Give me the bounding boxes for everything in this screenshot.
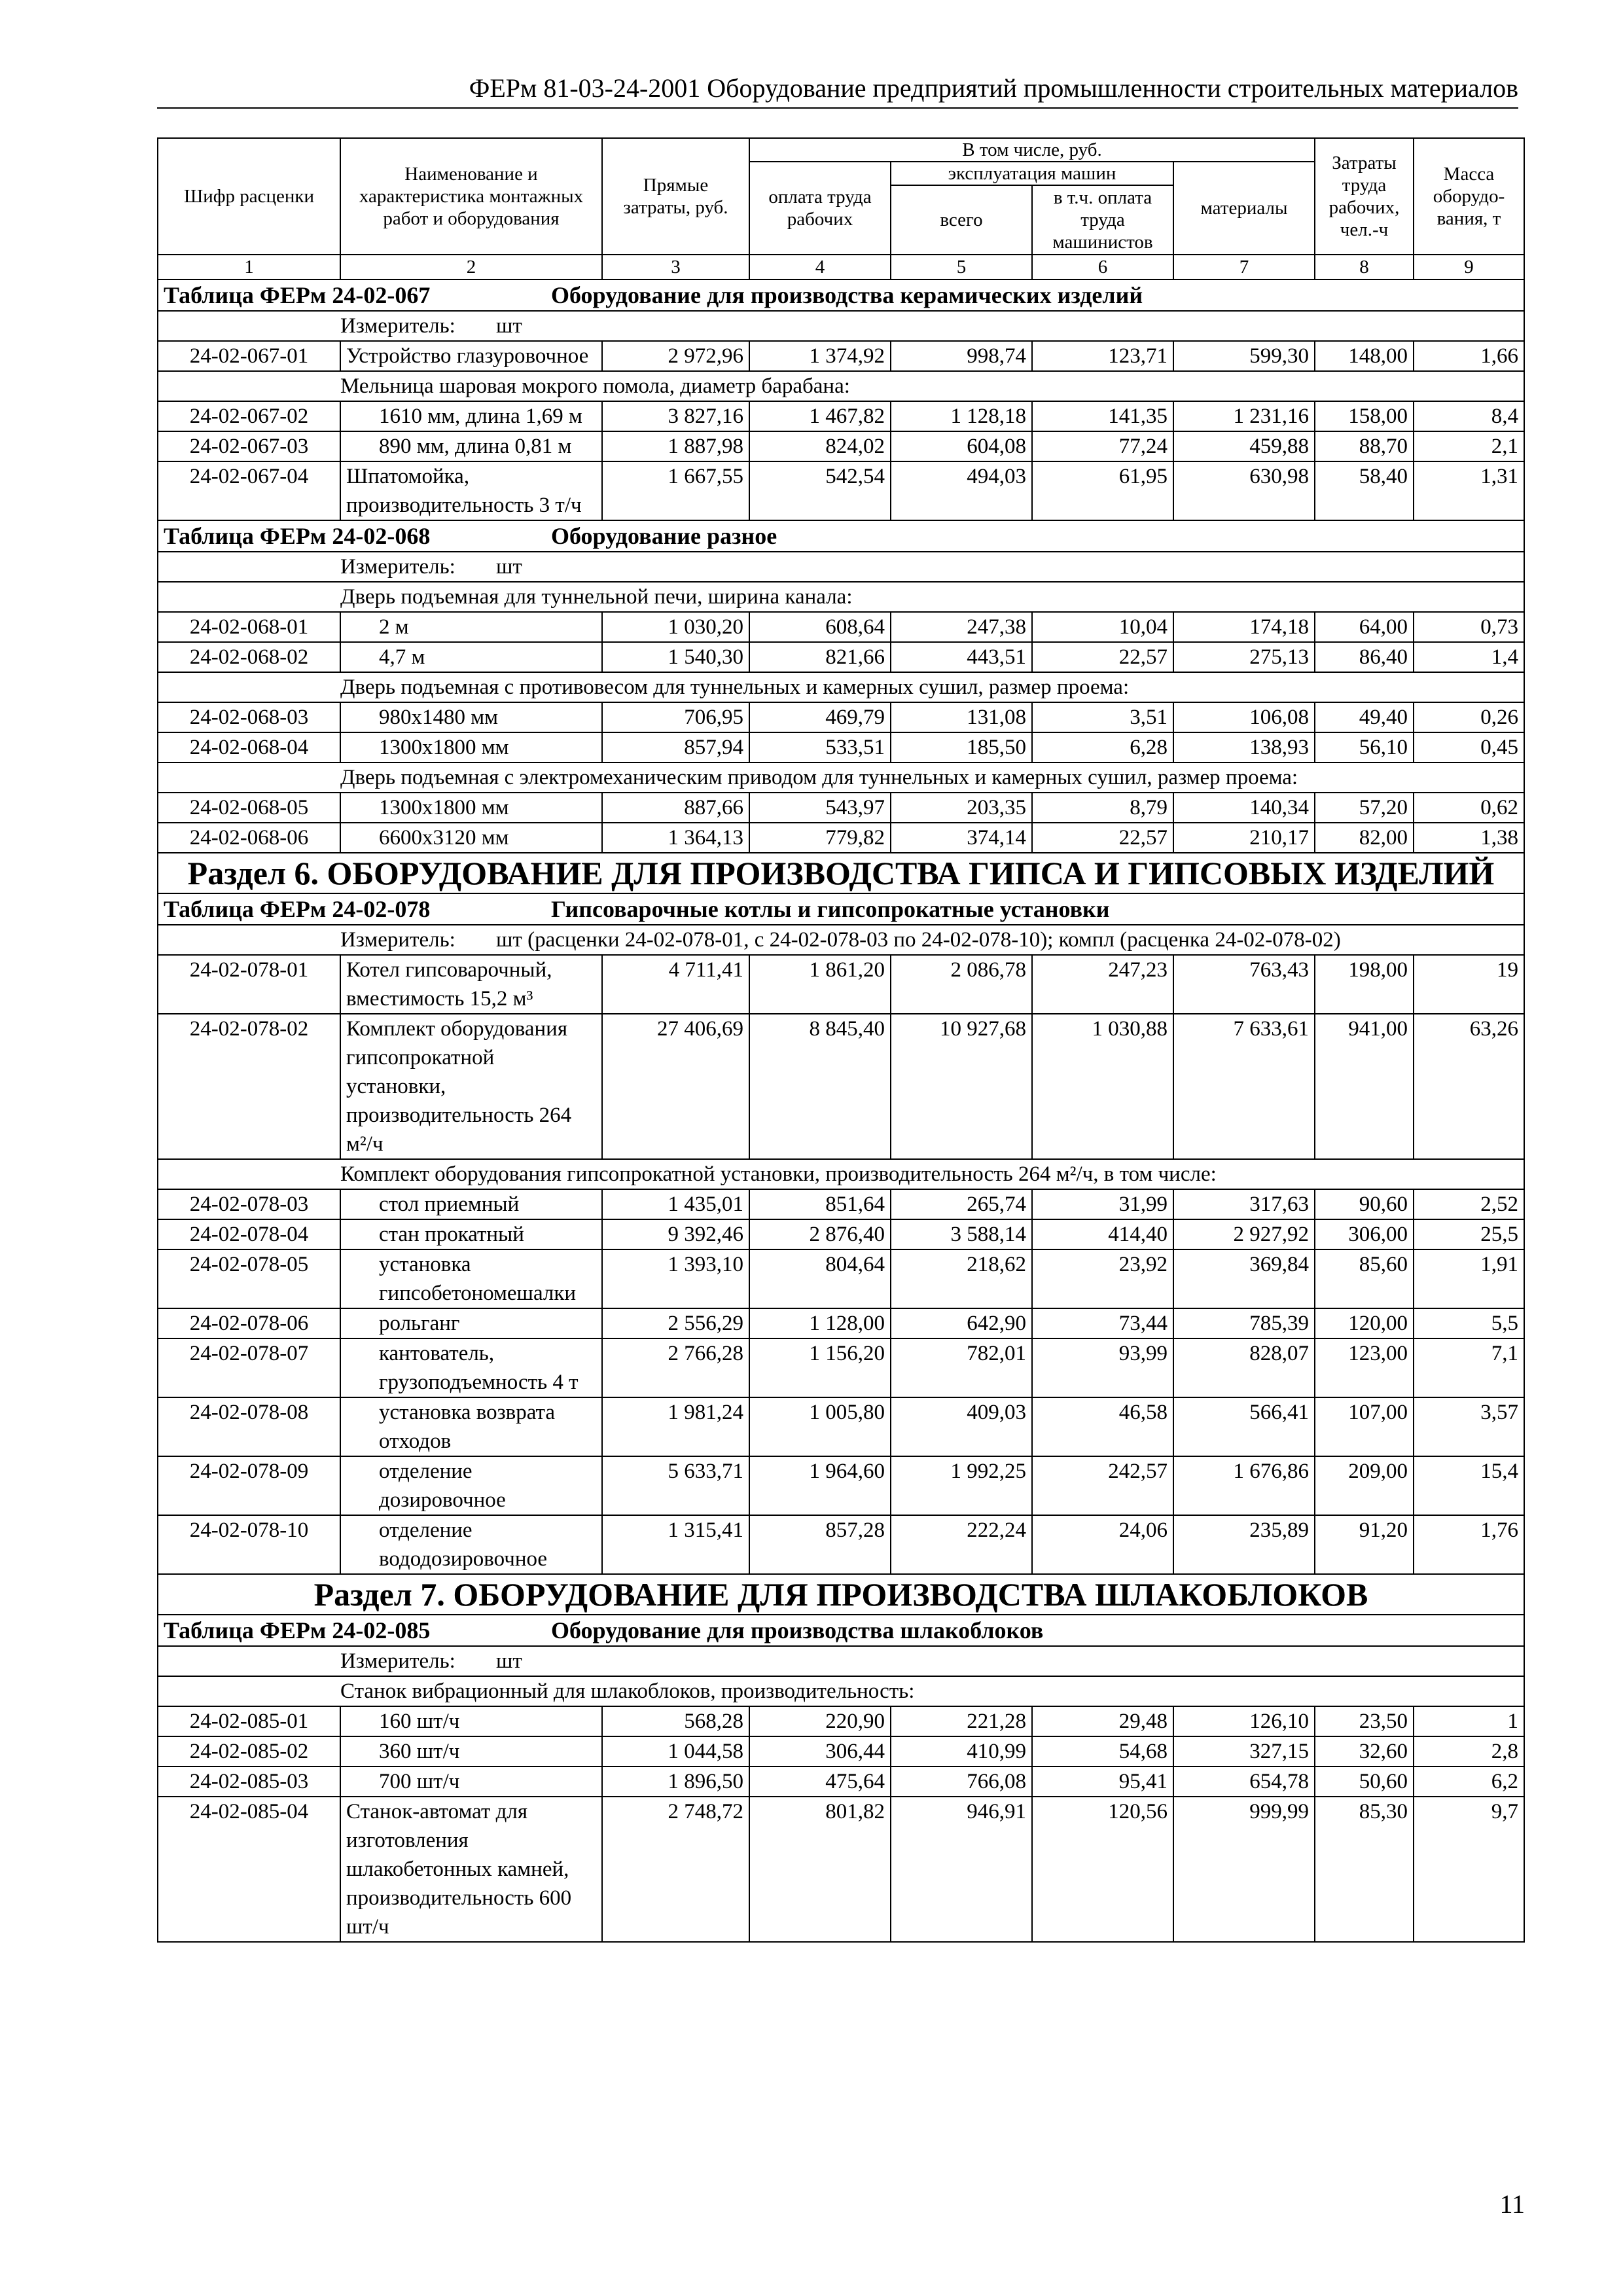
- direct-cost-cell: 1 435,01: [602, 1189, 749, 1219]
- direct-cost-cell: 706,95: [602, 702, 749, 732]
- labor-cell: 148,00: [1315, 341, 1414, 371]
- price-table: [157, 137, 1525, 1943]
- table-row: [158, 401, 1524, 431]
- table-row: [158, 642, 1524, 672]
- direct-cost-cell: 1 030,20: [602, 612, 749, 642]
- wages-cell: 1 861,20: [749, 955, 891, 1014]
- unit-row: [158, 311, 1524, 341]
- labor-cell: 123,00: [1315, 1338, 1414, 1397]
- table-row: [158, 793, 1524, 823]
- wages-cell: 469,79: [749, 702, 891, 732]
- table-title-row: [158, 279, 1524, 311]
- name-cell: 6600x3120 мм: [340, 823, 602, 853]
- code-cell: 24-02-085-04: [158, 1797, 340, 1942]
- wages-cell: 8 845,40: [749, 1014, 891, 1159]
- code-cell: 24-02-068-01: [158, 612, 340, 642]
- group-heading: Комплект оборудования гипсопрокатной установки, производительность 264 м²/ч, в том числе:: [158, 1159, 1524, 1189]
- table-code: Таблица ФЕРм 24-02-067: [164, 282, 431, 308]
- mass-cell: 1,38: [1414, 823, 1524, 853]
- direct-cost-cell: 2 972,96: [602, 341, 749, 371]
- operators-cell: 54,68: [1032, 1736, 1173, 1767]
- table-title-row: [158, 520, 1524, 552]
- materials-cell: 7 633,61: [1173, 1014, 1315, 1159]
- direct-cost-cell: 5 633,71: [602, 1456, 749, 1515]
- mass-cell: 2,1: [1414, 431, 1524, 461]
- direct-cost-cell: 887,66: [602, 793, 749, 823]
- materials-cell: 235,89: [1173, 1515, 1315, 1574]
- table-row: [158, 702, 1524, 732]
- operators-cell: 23,92: [1032, 1249, 1173, 1308]
- code-cell: 24-02-078-09: [158, 1456, 340, 1515]
- machines-cell: 1 128,18: [891, 401, 1032, 431]
- labor-cell: 209,00: [1315, 1456, 1414, 1515]
- wages-cell: 851,64: [749, 1189, 891, 1219]
- col-direct-header: Прямые затраты, руб.: [602, 138, 749, 255]
- col-code-header: Шифр расценки: [158, 138, 340, 255]
- operators-cell: 22,57: [1032, 823, 1173, 853]
- wages-cell: 1 374,92: [749, 341, 891, 371]
- code-cell: 24-02-068-03: [158, 702, 340, 732]
- table-row: [158, 1706, 1524, 1736]
- materials-cell: 630,98: [1173, 461, 1315, 520]
- labor-cell: 64,00: [1315, 612, 1414, 642]
- operators-cell: 46,58: [1032, 1397, 1173, 1456]
- machines-cell: 782,01: [891, 1338, 1032, 1397]
- code-cell: 24-02-085-03: [158, 1767, 340, 1797]
- labor-cell: 50,60: [1315, 1767, 1414, 1797]
- direct-cost-cell: 1 887,98: [602, 431, 749, 461]
- operators-cell: 22,57: [1032, 642, 1173, 672]
- wages-cell: 475,64: [749, 1767, 891, 1797]
- operators-cell: 61,95: [1032, 461, 1173, 520]
- table-title: Оборудование разное: [551, 523, 777, 549]
- table-row: [158, 955, 1524, 1014]
- wages-cell: 857,28: [749, 1515, 891, 1574]
- table-row: [158, 612, 1524, 642]
- name-cell: 1300x1800 мм: [340, 793, 602, 823]
- name-cell: отделение дозировочное: [340, 1456, 602, 1515]
- section-heading: Раздел 6. ОБОРУДОВАНИЕ ДЛЯ ПРОИЗВОДСТВА ГИПСА И ГИПСОВЫХ ИЗДЕЛИЙ: [158, 853, 1524, 893]
- group-heading-row: [158, 1676, 1524, 1706]
- name-cell: 700 шт/ч: [340, 1767, 602, 1797]
- wages-cell: 824,02: [749, 431, 891, 461]
- wages-cell: 542,54: [749, 461, 891, 520]
- direct-cost-cell: 1 315,41: [602, 1515, 749, 1574]
- col-labor-header: Затраты труда рабочих, чел.-ч: [1315, 138, 1414, 255]
- wages-cell: 2 876,40: [749, 1219, 891, 1249]
- materials-cell: 106,08: [1173, 702, 1315, 732]
- materials-cell: 2 927,92: [1173, 1219, 1315, 1249]
- mass-cell: 1,31: [1414, 461, 1524, 520]
- direct-cost-cell: 857,94: [602, 732, 749, 762]
- name-cell: 1610 мм, длина 1,69 м: [340, 401, 602, 431]
- col-incl-header: В том числе, руб.: [749, 138, 1315, 162]
- wages-cell: 821,66: [749, 642, 891, 672]
- wages-cell: 1 156,20: [749, 1338, 891, 1397]
- col-materials-header: материалы: [1173, 162, 1315, 255]
- group-heading: Станок вибрационный для шлакоблоков, производительность:: [158, 1676, 1524, 1706]
- column-numbers-row: 1 2 3 4 5 6 7 8 9: [158, 255, 1524, 279]
- mass-cell: 7,1: [1414, 1338, 1524, 1397]
- direct-cost-cell: 2 766,28: [602, 1338, 749, 1397]
- col-machines-header: эксплуатация машин: [891, 162, 1173, 185]
- machines-cell: 410,99: [891, 1736, 1032, 1767]
- code-cell: 24-02-067-01: [158, 341, 340, 371]
- table-title-row: [158, 893, 1524, 925]
- col-mass-header: Масса оборудо-вания, т: [1414, 138, 1524, 255]
- materials-cell: 566,41: [1173, 1397, 1315, 1456]
- machines-cell: 2 086,78: [891, 955, 1032, 1014]
- name-cell: 1300x1800 мм: [340, 732, 602, 762]
- direct-cost-cell: 2 748,72: [602, 1797, 749, 1942]
- operators-cell: 10,04: [1032, 612, 1173, 642]
- unit-value: шт: [496, 314, 522, 338]
- table-row: [158, 341, 1524, 371]
- machines-cell: 131,08: [891, 702, 1032, 732]
- mass-cell: 3,57: [1414, 1397, 1524, 1456]
- machines-cell: 1 992,25: [891, 1456, 1032, 1515]
- labor-cell: 86,40: [1315, 642, 1414, 672]
- materials-cell: 654,78: [1173, 1767, 1315, 1797]
- table-row: [158, 1456, 1524, 1515]
- group-heading: Дверь подъемная для туннельной печи, ширина канала:: [158, 582, 1524, 612]
- materials-cell: 785,39: [1173, 1308, 1315, 1338]
- name-cell: отделение вододозировочное: [340, 1515, 602, 1574]
- machines-cell: 203,35: [891, 793, 1032, 823]
- labor-cell: 32,60: [1315, 1736, 1414, 1767]
- operators-cell: 73,44: [1032, 1308, 1173, 1338]
- operators-cell: 6,28: [1032, 732, 1173, 762]
- code-cell: 24-02-078-05: [158, 1249, 340, 1308]
- table-title: Гипсоварочные котлы и гипсопрокатные установки: [551, 896, 1110, 922]
- operators-cell: 123,71: [1032, 341, 1173, 371]
- operators-cell: 141,35: [1032, 401, 1173, 431]
- direct-cost-cell: 2 556,29: [602, 1308, 749, 1338]
- machines-cell: 998,74: [891, 341, 1032, 371]
- page-header: ФЕРм 81-03-24-2001 Оборудование предприятий промышленности строительных материалов: [157, 73, 1518, 109]
- direct-cost-cell: 1 981,24: [602, 1397, 749, 1456]
- machines-cell: 185,50: [891, 732, 1032, 762]
- code-cell: 24-02-068-04: [158, 732, 340, 762]
- machines-cell: 604,08: [891, 431, 1032, 461]
- operators-cell: 8,79: [1032, 793, 1173, 823]
- materials-cell: 275,13: [1173, 642, 1315, 672]
- table-row: [158, 1515, 1524, 1574]
- operators-cell: 1 030,88: [1032, 1014, 1173, 1159]
- wages-cell: 801,82: [749, 1797, 891, 1942]
- section-heading-row: [158, 853, 1524, 893]
- labor-cell: 49,40: [1315, 702, 1414, 732]
- operators-cell: 247,23: [1032, 955, 1173, 1014]
- name-cell: стан прокатный: [340, 1219, 602, 1249]
- labor-cell: 120,00: [1315, 1308, 1414, 1338]
- group-heading-row: [158, 762, 1524, 793]
- name-cell: 2 м: [340, 612, 602, 642]
- group-heading-row: [158, 582, 1524, 612]
- unit-value: шт (расценки 24-02-078-01, с 24-02-078-03 по 24-02-078-10); компл (расценка 24-02-078-02): [496, 928, 1341, 952]
- mass-cell: 1,76: [1414, 1515, 1524, 1574]
- name-cell: установка возврата отходов: [340, 1397, 602, 1456]
- machines-cell: 642,90: [891, 1308, 1032, 1338]
- machines-cell: 374,14: [891, 823, 1032, 853]
- code-cell: 24-02-078-03: [158, 1189, 340, 1219]
- labor-cell: 23,50: [1315, 1706, 1414, 1736]
- mass-cell: 19: [1414, 955, 1524, 1014]
- code-cell: 24-02-078-10: [158, 1515, 340, 1574]
- unit-row: [158, 552, 1524, 582]
- mass-cell: 0,73: [1414, 612, 1524, 642]
- name-cell: 890 мм, длина 0,81 м: [340, 431, 602, 461]
- table-row: [158, 823, 1524, 853]
- materials-cell: 126,10: [1173, 1706, 1315, 1736]
- materials-cell: 999,99: [1173, 1797, 1315, 1942]
- table-row: [158, 1338, 1524, 1397]
- table-row: [158, 1189, 1524, 1219]
- code-cell: 24-02-078-08: [158, 1397, 340, 1456]
- table-title: Оборудование для производства шлакоблоков: [551, 1617, 1044, 1643]
- page-number: 11: [1499, 2189, 1525, 2219]
- labor-cell: 91,20: [1315, 1515, 1414, 1574]
- labor-cell: 57,20: [1315, 793, 1414, 823]
- group-heading: Дверь подъемная с электромеханическим приводом для туннельных и камерных сушил, размер проема:: [158, 762, 1524, 793]
- labor-cell: 85,60: [1315, 1249, 1414, 1308]
- materials-cell: 174,18: [1173, 612, 1315, 642]
- machines-cell: 222,24: [891, 1515, 1032, 1574]
- direct-cost-cell: 568,28: [602, 1706, 749, 1736]
- col-total-header: всего: [891, 185, 1032, 255]
- operators-cell: 120,56: [1032, 1797, 1173, 1942]
- col-name-header: Наименование и характеристика монтажных работ и оборудования: [340, 138, 602, 255]
- wages-cell: 306,44: [749, 1736, 891, 1767]
- materials-cell: 140,34: [1173, 793, 1315, 823]
- machines-cell: 218,62: [891, 1249, 1032, 1308]
- labor-cell: 158,00: [1315, 401, 1414, 431]
- materials-cell: 138,93: [1173, 732, 1315, 762]
- table-title: Оборудование для производства керамических изделий: [551, 282, 1143, 308]
- group-heading: Мельница шаровая мокрого помола, диаметр барабана:: [158, 371, 1524, 401]
- wages-cell: 1 964,60: [749, 1456, 891, 1515]
- materials-cell: 327,15: [1173, 1736, 1315, 1767]
- labor-cell: 941,00: [1315, 1014, 1414, 1159]
- name-cell: 160 шт/ч: [340, 1706, 602, 1736]
- labor-cell: 56,10: [1315, 732, 1414, 762]
- name-cell: 4,7 м: [340, 642, 602, 672]
- name-cell: Комплект оборудования гипсопрокатной установки, производительность 264 м²/ч: [340, 1014, 602, 1159]
- operators-cell: 24,06: [1032, 1515, 1173, 1574]
- operators-cell: 77,24: [1032, 431, 1173, 461]
- mass-cell: 0,45: [1414, 732, 1524, 762]
- direct-cost-cell: 1 667,55: [602, 461, 749, 520]
- machines-cell: 409,03: [891, 1397, 1032, 1456]
- mass-cell: 2,52: [1414, 1189, 1524, 1219]
- operators-cell: 95,41: [1032, 1767, 1173, 1797]
- table-code: Таблица ФЕРм 24-02-078: [164, 896, 431, 922]
- mass-cell: 1,66: [1414, 341, 1524, 371]
- mass-cell: 9,7: [1414, 1797, 1524, 1942]
- labor-cell: 107,00: [1315, 1397, 1414, 1456]
- labor-cell: 198,00: [1315, 955, 1414, 1014]
- table-row: [158, 1014, 1524, 1159]
- mass-cell: 0,26: [1414, 702, 1524, 732]
- wages-cell: 779,82: [749, 823, 891, 853]
- name-cell: 360 шт/ч: [340, 1736, 602, 1767]
- table-row: [158, 1308, 1524, 1338]
- labor-cell: 90,60: [1315, 1189, 1414, 1219]
- mass-cell: 15,4: [1414, 1456, 1524, 1515]
- name-cell: Станок-автомат для изготовления шлакобетонных камней, производительность 600 шт/ч: [340, 1797, 602, 1942]
- code-cell: 24-02-068-06: [158, 823, 340, 853]
- materials-cell: 459,88: [1173, 431, 1315, 461]
- code-cell: 24-02-067-03: [158, 431, 340, 461]
- labor-cell: 82,00: [1315, 823, 1414, 853]
- unit-label: Измеритель:: [340, 314, 455, 338]
- name-cell: Шпатомойка, производительность 3 т/ч: [340, 461, 602, 520]
- machines-cell: 766,08: [891, 1767, 1032, 1797]
- mass-cell: 8,4: [1414, 401, 1524, 431]
- code-cell: 24-02-068-02: [158, 642, 340, 672]
- table-row: [158, 1249, 1524, 1308]
- group-heading-row: [158, 672, 1524, 702]
- code-cell: 24-02-067-02: [158, 401, 340, 431]
- machines-cell: 10 927,68: [891, 1014, 1032, 1159]
- table-row: [158, 1767, 1524, 1797]
- table-row: [158, 1397, 1524, 1456]
- wages-cell: 220,90: [749, 1706, 891, 1736]
- materials-cell: 369,84: [1173, 1249, 1315, 1308]
- direct-cost-cell: 1 364,13: [602, 823, 749, 853]
- col-wages-header: оплата труда рабочих: [749, 162, 891, 255]
- mass-cell: 0,62: [1414, 793, 1524, 823]
- wages-cell: 1 005,80: [749, 1397, 891, 1456]
- group-heading-row: [158, 371, 1524, 401]
- wages-cell: 1 467,82: [749, 401, 891, 431]
- operators-cell: 31,99: [1032, 1189, 1173, 1219]
- name-cell: Устройство глазуровочное: [340, 341, 602, 371]
- wages-cell: 804,64: [749, 1249, 891, 1308]
- machines-cell: 221,28: [891, 1706, 1032, 1736]
- name-cell: рольганг: [340, 1308, 602, 1338]
- labor-cell: 85,30: [1315, 1797, 1414, 1942]
- unit-row: [158, 925, 1524, 955]
- wages-cell: 533,51: [749, 732, 891, 762]
- code-cell: 24-02-068-05: [158, 793, 340, 823]
- operators-cell: 93,99: [1032, 1338, 1173, 1397]
- group-heading: Дверь подъемная с противовесом для туннельных и камерных сушил, размер проема:: [158, 672, 1524, 702]
- wages-cell: 543,97: [749, 793, 891, 823]
- materials-cell: 599,30: [1173, 341, 1315, 371]
- code-cell: 24-02-085-01: [158, 1706, 340, 1736]
- labor-cell: 88,70: [1315, 431, 1414, 461]
- code-cell: 24-02-078-06: [158, 1308, 340, 1338]
- machines-cell: 247,38: [891, 612, 1032, 642]
- name-cell: кантователь, грузоподъемность 4 т: [340, 1338, 602, 1397]
- materials-cell: 210,17: [1173, 823, 1315, 853]
- code-cell: 24-02-085-02: [158, 1736, 340, 1767]
- mass-cell: 5,5: [1414, 1308, 1524, 1338]
- table-row: [158, 1797, 1524, 1942]
- operators-cell: 29,48: [1032, 1706, 1173, 1736]
- mass-cell: 1: [1414, 1706, 1524, 1736]
- mass-cell: 2,8: [1414, 1736, 1524, 1767]
- code-cell: 24-02-078-02: [158, 1014, 340, 1159]
- table-title-row: [158, 1615, 1524, 1646]
- section-heading-row: [158, 1574, 1524, 1615]
- table-row: [158, 732, 1524, 762]
- machines-cell: 3 588,14: [891, 1219, 1032, 1249]
- wages-cell: 608,64: [749, 612, 891, 642]
- direct-cost-cell: 3 827,16: [602, 401, 749, 431]
- direct-cost-cell: 4 711,41: [602, 955, 749, 1014]
- table-row: [158, 431, 1524, 461]
- direct-cost-cell: 1 896,50: [602, 1767, 749, 1797]
- mass-cell: 63,26: [1414, 1014, 1524, 1159]
- unit-value: шт: [496, 1649, 522, 1673]
- wages-cell: 1 128,00: [749, 1308, 891, 1338]
- mass-cell: 1,4: [1414, 642, 1524, 672]
- labor-cell: 58,40: [1315, 461, 1414, 520]
- materials-cell: 1 676,86: [1173, 1456, 1315, 1515]
- table-code: Таблица ФЕРм 24-02-085: [164, 1617, 431, 1643]
- code-cell: 24-02-078-04: [158, 1219, 340, 1249]
- unit-value: шт: [496, 555, 522, 579]
- unit-label: Измеритель:: [340, 555, 455, 579]
- direct-cost-cell: 1 044,58: [602, 1736, 749, 1767]
- unit-label: Измеритель:: [340, 928, 455, 952]
- machines-cell: 946,91: [891, 1797, 1032, 1942]
- materials-cell: 1 231,16: [1173, 401, 1315, 431]
- mass-cell: 1,91: [1414, 1249, 1524, 1308]
- direct-cost-cell: 27 406,69: [602, 1014, 749, 1159]
- materials-cell: 828,07: [1173, 1338, 1315, 1397]
- table-body: [158, 279, 1524, 1942]
- table-row: [158, 461, 1524, 520]
- machines-cell: 443,51: [891, 642, 1032, 672]
- mass-cell: 6,2: [1414, 1767, 1524, 1797]
- table-row: [158, 1219, 1524, 1249]
- code-cell: 24-02-078-07: [158, 1338, 340, 1397]
- operators-cell: 3,51: [1032, 702, 1173, 732]
- direct-cost-cell: 1 540,30: [602, 642, 749, 672]
- table-row: [158, 1736, 1524, 1767]
- section-heading: Раздел 7. ОБОРУДОВАНИЕ ДЛЯ ПРОИЗВОДСТВА ШЛАКОБЛОКОВ: [158, 1574, 1524, 1615]
- name-cell: 980x1480 мм: [340, 702, 602, 732]
- materials-cell: 763,43: [1173, 955, 1315, 1014]
- name-cell: Котел гипсоварочный, вместимость 15,2 м³: [340, 955, 602, 1014]
- labor-cell: 306,00: [1315, 1219, 1414, 1249]
- name-cell: установка гипсобетономешалки: [340, 1249, 602, 1308]
- unit-row: [158, 1646, 1524, 1676]
- machines-cell: 494,03: [891, 461, 1032, 520]
- mass-cell: 25,5: [1414, 1219, 1524, 1249]
- materials-cell: 317,63: [1173, 1189, 1315, 1219]
- table-code: Таблица ФЕРм 24-02-068: [164, 523, 431, 549]
- machines-cell: 265,74: [891, 1189, 1032, 1219]
- operators-cell: 242,57: [1032, 1456, 1173, 1515]
- name-cell: стол приемный: [340, 1189, 602, 1219]
- code-cell: 24-02-067-04: [158, 461, 340, 520]
- direct-cost-cell: 1 393,10: [602, 1249, 749, 1308]
- operators-cell: 414,40: [1032, 1219, 1173, 1249]
- unit-label: Измеритель:: [340, 1649, 455, 1673]
- col-operators-header: в т.ч. оплата труда машинистов: [1032, 185, 1173, 255]
- group-heading-row: [158, 1159, 1524, 1189]
- code-cell: 24-02-078-01: [158, 955, 340, 1014]
- direct-cost-cell: 9 392,46: [602, 1219, 749, 1249]
